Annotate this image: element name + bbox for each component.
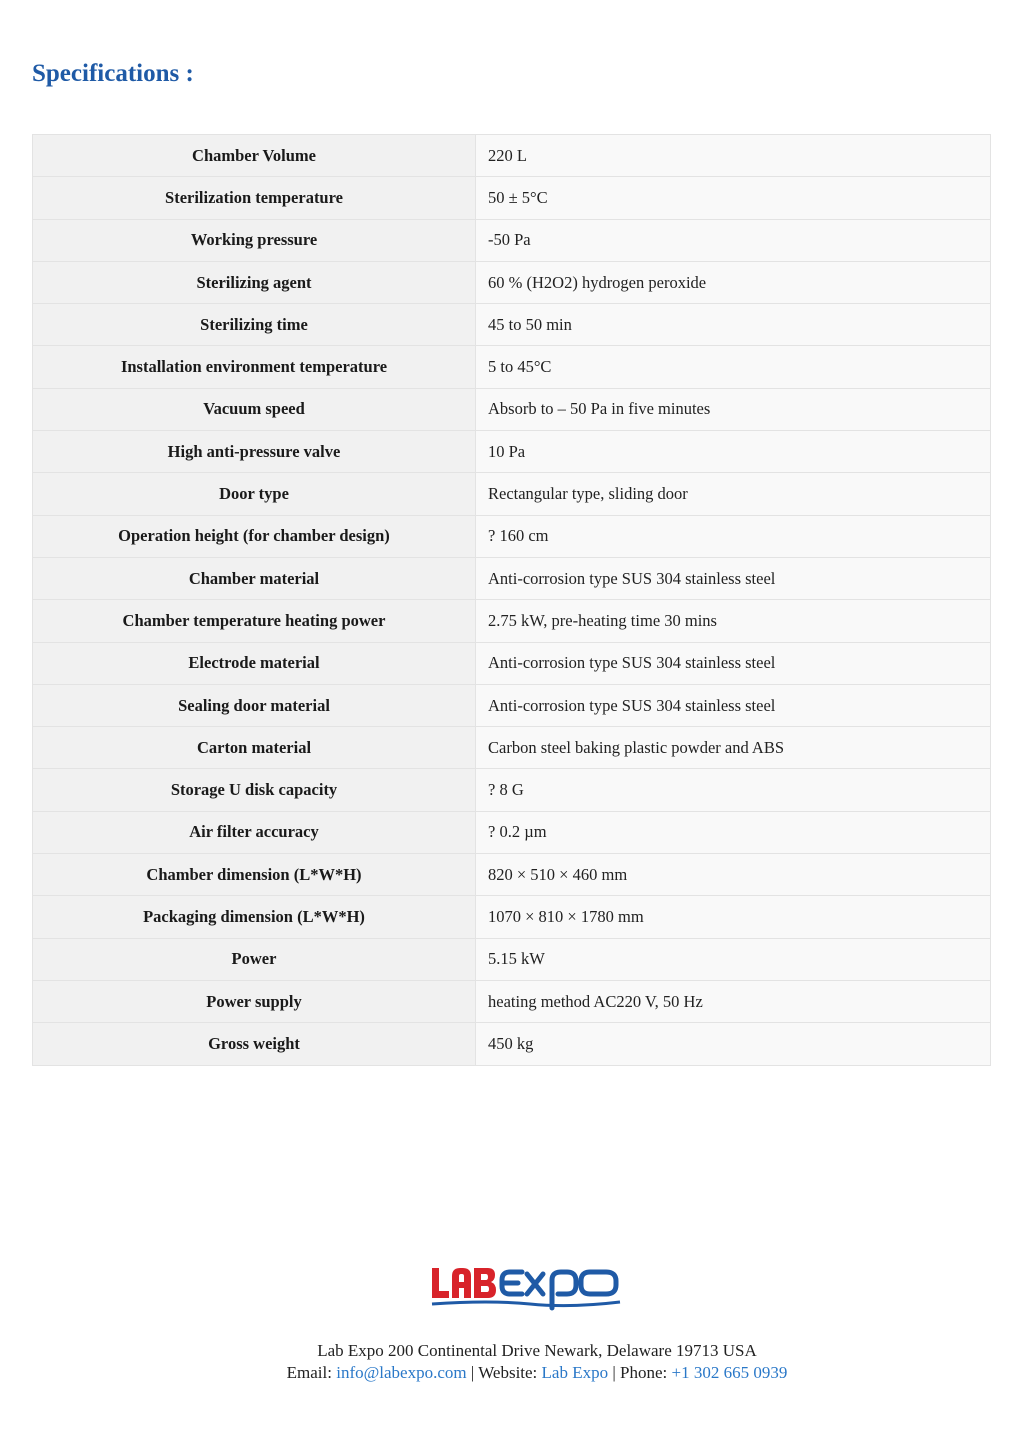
spec-value: ? 160 cm	[476, 515, 991, 557]
spec-label: Chamber material	[33, 557, 476, 599]
spec-row	[33, 261, 991, 303]
spec-label: Packaging dimension (L*W*H)	[33, 896, 476, 938]
spec-value: Carbon steel baking plastic powder and ABS	[476, 727, 991, 769]
spec-label: Chamber Volume	[33, 135, 476, 177]
spec-label: Sterilizing time	[33, 304, 476, 346]
spec-value: Anti-corrosion type SUS 304 stainless steel	[476, 684, 991, 726]
spec-row	[33, 684, 991, 726]
spec-value: 2.75 kW, pre-heating time 30 mins	[476, 600, 991, 642]
spec-label: Sterilizing agent	[33, 261, 476, 303]
spec-row	[33, 727, 991, 769]
spec-value: 820 × 510 × 460 mm	[476, 854, 991, 896]
spec-value: 60 % (H2O2) hydrogen peroxide	[476, 261, 991, 303]
spec-value: 50 ± 5°C	[476, 177, 991, 219]
spec-label: Storage U disk capacity	[33, 769, 476, 811]
footer-website-label: Website:	[478, 1363, 538, 1382]
spec-value: ? 8 G	[476, 769, 991, 811]
spec-label: Sealing door material	[33, 684, 476, 726]
spec-label: Electrode material	[33, 642, 476, 684]
spec-label: Power	[33, 938, 476, 980]
footer-email-link[interactable]: info@labexpo.com	[336, 1363, 467, 1382]
footer-contact-line	[0, 1362, 1024, 1384]
specifications-table-body	[33, 135, 991, 1066]
spec-value: Anti-corrosion type SUS 304 stainless steel	[476, 557, 991, 599]
spec-row	[33, 304, 991, 346]
footer-phone-label: Phone:	[620, 1363, 668, 1382]
spec-label: Gross weight	[33, 1023, 476, 1065]
spec-row	[33, 642, 991, 684]
specifications-table	[32, 134, 991, 1066]
spec-value: 45 to 50 min	[476, 304, 991, 346]
spec-row	[33, 1023, 991, 1065]
spec-row	[33, 811, 991, 853]
footer-address: Lab Expo 200 Continental Drive Newark, Delaware 19713 USA	[317, 1341, 757, 1360]
spec-row	[33, 557, 991, 599]
spec-label: Vacuum speed	[33, 388, 476, 430]
spec-label: Carton material	[33, 727, 476, 769]
spec-row	[33, 219, 991, 261]
spec-label: Working pressure	[33, 219, 476, 261]
footer-email-label: Email:	[286, 1363, 332, 1382]
footer-separator: |	[612, 1363, 616, 1382]
spec-value: 220 L	[476, 135, 991, 177]
logo-lab-letters	[432, 1268, 496, 1298]
footer	[0, 1340, 1024, 1384]
spec-label: Air filter accuracy	[33, 811, 476, 853]
spec-value: 5.15 kW	[476, 938, 991, 980]
spec-value: heating method AC220 V, 50 Hz	[476, 980, 991, 1022]
spec-row	[33, 473, 991, 515]
spec-row	[33, 600, 991, 642]
spec-label: Chamber temperature heating power	[33, 600, 476, 642]
spec-label: High anti-pressure valve	[33, 431, 476, 473]
footer-website-link[interactable]: Lab Expo	[541, 1363, 609, 1382]
spec-row	[33, 854, 991, 896]
footer-phone-link[interactable]: +1 302 665 0939	[671, 1363, 788, 1382]
spec-value: Anti-corrosion type SUS 304 stainless steel	[476, 642, 991, 684]
spec-label: Sterilization temperature	[33, 177, 476, 219]
footer-separator: |	[470, 1363, 475, 1382]
page-title: Specifications :	[32, 60, 194, 87]
labexpo-logo	[430, 1264, 622, 1314]
spec-value: ? 0.2 µm	[476, 811, 991, 853]
spec-value: 450 kg	[476, 1023, 991, 1065]
spec-value: Rectangular type, sliding door	[476, 473, 991, 515]
spec-row	[33, 938, 991, 980]
spec-label: Power supply	[33, 980, 476, 1022]
spec-value: 10 Pa	[476, 431, 991, 473]
spec-label: Operation height (for chamber design)	[33, 515, 476, 557]
spec-row	[33, 431, 991, 473]
spec-row	[33, 177, 991, 219]
spec-row	[33, 515, 991, 557]
spec-label: Installation environment temperature	[33, 346, 476, 388]
spec-row	[33, 346, 991, 388]
spec-row	[33, 769, 991, 811]
spec-value: -50 Pa	[476, 219, 991, 261]
spec-value: 1070 × 810 × 1780 mm	[476, 896, 991, 938]
spec-row	[33, 135, 991, 177]
spec-row	[33, 980, 991, 1022]
spec-label: Chamber dimension (L*W*H)	[33, 854, 476, 896]
spec-value: Absorb to – 50 Pa in five minutes	[476, 388, 991, 430]
spec-label: Door type	[33, 473, 476, 515]
logo-swoosh	[432, 1302, 620, 1306]
spec-row	[33, 388, 991, 430]
spec-value: 5 to 45°C	[476, 346, 991, 388]
spec-row	[33, 896, 991, 938]
